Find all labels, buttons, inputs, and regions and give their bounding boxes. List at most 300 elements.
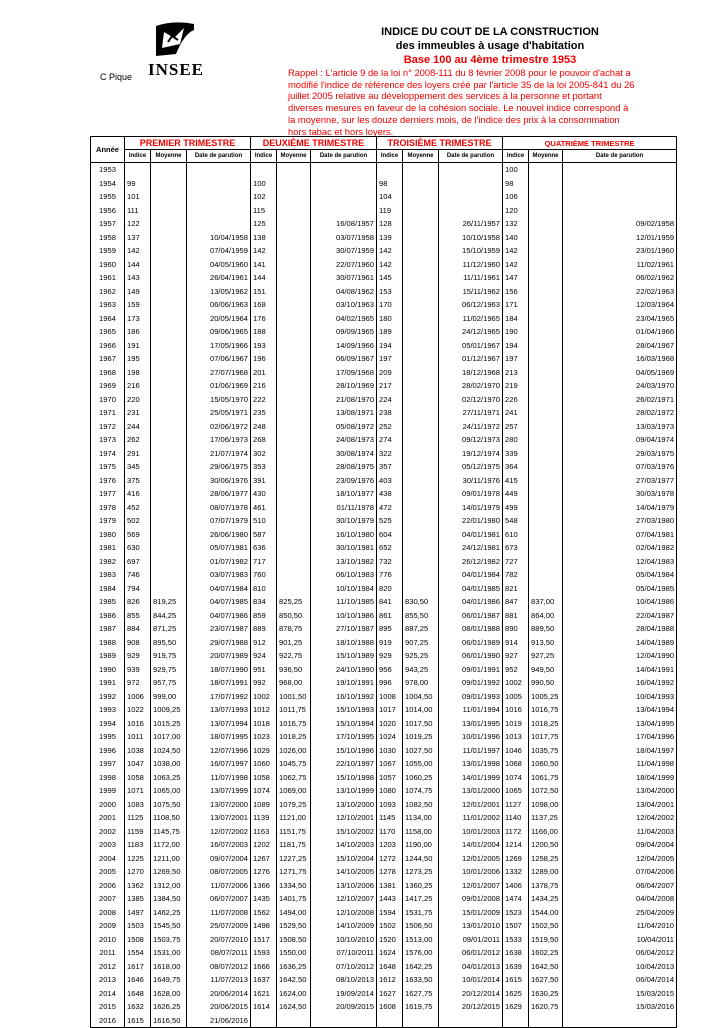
date-cell: 04/01/1986: [439, 595, 503, 609]
moyenne-cell: 1508,50: [277, 933, 311, 947]
indice-cell: 98: [377, 177, 403, 191]
indice-cell: 216: [125, 379, 151, 393]
date-cell: 04/07/1985: [187, 595, 251, 609]
date-cell: 17/06/1973: [187, 433, 251, 447]
year-cell: 2008: [91, 906, 125, 920]
date-cell: 11/11/1961: [439, 271, 503, 285]
moyenne-cell: 1545,50: [151, 919, 187, 933]
indice-cell: 168: [251, 298, 277, 312]
date-cell: 12/04/2005: [563, 852, 677, 866]
indice-cell: 438: [377, 487, 403, 501]
date-cell: 04/01/1984: [439, 568, 503, 582]
year-cell: 2012: [91, 960, 125, 974]
indice-cell: 1089: [251, 798, 277, 812]
indice-cell: 861: [377, 609, 403, 623]
moyenne-cell: 1627,50: [529, 973, 563, 987]
date-cell: 07/04/1959: [187, 244, 251, 258]
indice-cell: 1202: [251, 838, 277, 852]
moyenne-cell: [529, 285, 563, 299]
date-cell: [311, 177, 377, 191]
moyenne-cell: [277, 514, 311, 528]
indice-cell: 1002: [503, 676, 529, 690]
date-cell: 24/10/1990: [311, 663, 377, 677]
date-cell: 29/06/1975: [187, 460, 251, 474]
indice-cell: 1406: [503, 879, 529, 893]
date-cell: 13/07/1999: [187, 784, 251, 798]
moyenne-cell: 1061,75: [529, 771, 563, 785]
date-cell: 24/11/1972: [439, 420, 503, 434]
indice-cell: 322: [377, 447, 403, 461]
moyenne-cell: 1258,25: [529, 852, 563, 866]
indice-cell: 244: [125, 420, 151, 434]
moyenne-cell: 1227,25: [277, 852, 311, 866]
moyenne-cell: [151, 393, 187, 407]
date-cell: 11/07/1998: [187, 771, 251, 785]
year-cell: 1980: [91, 528, 125, 542]
year-cell: 2004: [91, 852, 125, 866]
indice-cell: 1225: [125, 852, 151, 866]
date-cell: 13/04/2000: [563, 784, 677, 798]
moyenne-cell: [277, 204, 311, 218]
moyenne-cell: 1072,50: [529, 784, 563, 798]
indice-cell: 1508: [125, 933, 151, 947]
date-cell: 10/01/1996: [439, 730, 503, 744]
year-cell: 1989: [91, 649, 125, 663]
year-cell: 1994: [91, 717, 125, 731]
year-cell: 2001: [91, 811, 125, 825]
indice-cell: 415: [503, 474, 529, 488]
date-cell: 30/06/1976: [187, 474, 251, 488]
moyenne-cell: 1121,00: [277, 811, 311, 825]
indice-cell: 746: [125, 568, 151, 582]
quarter-header-2: DEUXIÈME TRIMESTRE: [251, 137, 377, 150]
date-cell: 12/10/2001: [311, 811, 377, 825]
indice-cell: 1362: [125, 879, 151, 893]
date-cell: 06/02/1962: [563, 271, 677, 285]
date-cell: 06/04/2012: [563, 946, 677, 960]
date-cell: 11/01/1994: [439, 703, 503, 717]
date-cell: 28/02/1972: [563, 406, 677, 420]
date-cell: 05/04/1985: [563, 582, 677, 596]
year-cell: 1969: [91, 379, 125, 393]
indice-cell: [251, 163, 277, 177]
indice-cell: 222: [251, 393, 277, 407]
table-row: [91, 946, 677, 960]
moyenne-cell: 1544,00: [529, 906, 563, 920]
moyenne-cell: [277, 163, 311, 177]
indice-cell: 776: [377, 568, 403, 582]
indice-cell: 604: [377, 528, 403, 542]
quarter-header-3: TROISIÈME TRIMESTRE: [377, 137, 503, 150]
indice-cell: 145: [377, 271, 403, 285]
indice-cell: 143: [125, 271, 151, 285]
moyenne-cell: [151, 339, 187, 353]
moyenne-cell: 968,00: [277, 676, 311, 690]
date-cell: 10/10/1958: [439, 231, 503, 245]
moyenne-cell: 1018,25: [529, 717, 563, 731]
moyenne-cell: [529, 501, 563, 515]
moyenne-cell: 949,50: [529, 663, 563, 677]
moyenne-cell: [529, 271, 563, 285]
indice-cell: 1625: [503, 987, 529, 1001]
table-row: [91, 960, 677, 974]
date-cell: [439, 177, 503, 191]
date-cell: 23/01/1960: [563, 244, 677, 258]
date-cell: 14/10/2005: [311, 865, 377, 879]
indice-cell: 142: [503, 258, 529, 272]
date-cell: 12/01/2001: [439, 798, 503, 812]
indice-cell: 209: [377, 366, 403, 380]
indice-cell: 1016: [125, 717, 151, 731]
date-cell: 16/04/1992: [563, 676, 677, 690]
indice-cell: 1018: [251, 717, 277, 731]
moyenne-cell: 943,25: [403, 663, 439, 677]
indice-cell: 120: [503, 204, 529, 218]
moyenne-cell: [151, 285, 187, 299]
moyenne-cell: 1626,25: [151, 1000, 187, 1014]
indice-cell: 111: [125, 204, 151, 218]
moyenne-cell: [403, 568, 439, 582]
moyenne-cell: [151, 258, 187, 272]
date-cell: [563, 204, 677, 218]
moyenne-cell: 864,00: [529, 609, 563, 623]
indice-cell: 224: [377, 393, 403, 407]
indice-cell: 159: [125, 298, 151, 312]
indice-cell: 197: [503, 352, 529, 366]
date-cell: 10/04/1958: [187, 231, 251, 245]
indice-cell: 1443: [377, 892, 403, 906]
indice-cell: 587: [251, 528, 277, 542]
indice-cell: 101: [125, 190, 151, 204]
rappel-note: Rappel : L'article 9 de la loi n° 2008-111 du 8 février 2008 pour le pouvoir d'achat a modifié l'indice de référence des loyers créé par l'article 35 de la loi 2005-841 du 26 juillet 2005 relative au développement des services à la personne et portant diverses mesures en faveur de la cohésion sociale. Le nouvel indice correspond à la moyenne, sur les douze derniers mois, de l'indice des prix à la consommation hors tabac et hors loyers.: [288, 67, 635, 137]
moyenne-cell: 1082,50: [403, 798, 439, 812]
date-cell: 04/01/1985: [439, 582, 503, 596]
indice-cell: 636: [251, 541, 277, 555]
moyenne-cell: [151, 366, 187, 380]
moyenne-cell: [529, 312, 563, 326]
moyenne-cell: [151, 582, 187, 596]
moyenne-cell: [151, 177, 187, 191]
moyenne-cell: [529, 190, 563, 204]
year-cell: 1981: [91, 541, 125, 555]
moyenne-cell: 1074,75: [403, 784, 439, 798]
year-cell: 1983: [91, 568, 125, 582]
table-row: [91, 879, 677, 893]
indice-cell: 193: [251, 339, 277, 353]
indice-cell: 972: [125, 676, 151, 690]
indice-cell: 1020: [377, 717, 403, 731]
year-cell: 1991: [91, 676, 125, 690]
date-cell: 11/12/1960: [439, 258, 503, 272]
table-row: [91, 339, 677, 353]
moyenne-cell: 925,25: [403, 649, 439, 663]
moyenne-cell: 1075,50: [151, 798, 187, 812]
indice-cell: 191: [125, 339, 151, 353]
moyenne-cell: 1401,75: [277, 892, 311, 906]
indice-cell: 252: [377, 420, 403, 434]
moyenne-cell: 927,25: [529, 649, 563, 663]
date-cell: 04/05/1969: [563, 366, 677, 380]
date-cell: 14/09/1966: [311, 339, 377, 353]
indice-cell: 1060: [251, 757, 277, 771]
date-cell: 06/01/1987: [439, 609, 503, 623]
indice-cell: 673: [503, 541, 529, 555]
indice-cell: 184: [503, 312, 529, 326]
indice-cell: 186: [125, 325, 151, 339]
date-cell: 27/03/1977: [563, 474, 677, 488]
moyenne-cell: [529, 433, 563, 447]
date-cell: 23/04/1965: [563, 312, 677, 326]
moyenne-cell: [529, 460, 563, 474]
date-cell: 13/04/1995: [563, 717, 677, 731]
table-row: [91, 379, 677, 393]
indice-cell: 1614: [251, 1000, 277, 1014]
indice-cell: 219: [503, 379, 529, 393]
date-cell: 20/07/2010: [187, 933, 251, 947]
year-cell: 1964: [91, 312, 125, 326]
moyenne-cell: 1038,00: [151, 757, 187, 771]
moyenne-cell: [151, 568, 187, 582]
indice-cell: 855: [125, 609, 151, 623]
year-cell: 1968: [91, 366, 125, 380]
indice-cell: 1145: [377, 811, 403, 825]
table-row: [91, 798, 677, 812]
moyenne-cell: 1017,75: [529, 730, 563, 744]
date-cell: 12/01/2007: [439, 879, 503, 893]
moyenne-cell: [529, 528, 563, 542]
indice-cell: 1523: [503, 906, 529, 920]
table-row: [91, 285, 677, 299]
moyenne-cell: [529, 163, 563, 177]
indice-cell: 1639: [503, 960, 529, 974]
date-cell: 07/07/1979: [187, 514, 251, 528]
moyenne-cell: [151, 460, 187, 474]
moyenne-cell: 1531,00: [151, 946, 187, 960]
moyenne-cell: 1069,00: [277, 784, 311, 798]
moyenne-cell: 1079,25: [277, 798, 311, 812]
moyenne-cell: 895,50: [151, 636, 187, 650]
year-cell: 1984: [91, 582, 125, 596]
moyenne-cell: [151, 433, 187, 447]
moyenne-cell: 1616,50: [151, 1014, 187, 1028]
date-cell: 25/04/2009: [563, 906, 677, 920]
indice-cell: 1029: [251, 744, 277, 758]
moyenne-cell: [277, 244, 311, 258]
table-row: [91, 352, 677, 366]
indice-cell: 1017: [377, 703, 403, 717]
date-cell: 08/10/2013: [311, 973, 377, 987]
date-cell: 04/05/1960: [187, 258, 251, 272]
indice-cell: [503, 1014, 529, 1028]
moyenne-cell: 1550,00: [277, 946, 311, 960]
table-row: [91, 312, 677, 326]
moyenne-cell: 1005,25: [529, 690, 563, 704]
moyenne-cell: 850,50: [277, 609, 311, 623]
moyenne-cell: 1098,00: [529, 798, 563, 812]
indice-cell: 630: [125, 541, 151, 555]
moyenne-cell: 1011,75: [277, 703, 311, 717]
date-cell: 16/07/1997: [187, 757, 251, 771]
table-row: [91, 325, 677, 339]
moyenne-cell: 1312,00: [151, 879, 187, 893]
date-cell: 10/04/1986: [563, 595, 677, 609]
date-cell: [311, 190, 377, 204]
date-cell: 30/11/1976: [439, 474, 503, 488]
insee-logo: [148, 20, 224, 86]
indice-cell: 1083: [125, 798, 151, 812]
moyenne-cell: [403, 190, 439, 204]
date-cell: 01/11/1978: [311, 501, 377, 515]
indice-cell: 1170: [377, 825, 403, 839]
date-cell: 09/01/1992: [439, 676, 503, 690]
indice-cell: 548: [503, 514, 529, 528]
page-title: INDICE DU COUT DE LA CONSTRUCTION: [381, 26, 599, 38]
date-cell: 13/10/2006: [311, 879, 377, 893]
indice-cell: 137: [125, 231, 151, 245]
date-cell: 13/01/2000: [439, 784, 503, 798]
table-row: [91, 555, 677, 569]
indice-cell: 1615: [125, 1014, 151, 1028]
moyenne-cell: 1628,00: [151, 987, 187, 1001]
table-row: [91, 730, 677, 744]
year-cell: 1965: [91, 325, 125, 339]
date-cell: 15/10/2002: [311, 825, 377, 839]
indice-cell: 834: [251, 595, 277, 609]
table-row: [91, 501, 677, 515]
table-row: [91, 528, 677, 542]
date-cell: 09/01/1993: [439, 690, 503, 704]
date-cell: 23/09/1976: [311, 474, 377, 488]
date-cell: [187, 190, 251, 204]
moyenne-cell: 1529,50: [277, 919, 311, 933]
moyenne-cell: [151, 447, 187, 461]
moyenne-cell: 1016,75: [277, 717, 311, 731]
table-row: [91, 744, 677, 758]
moyenne-cell: [403, 177, 439, 191]
moyenne-cell: [403, 244, 439, 258]
year-cell: 2010: [91, 933, 125, 947]
date-cell: 11/07/2006: [187, 879, 251, 893]
indice-cell: 1068: [503, 757, 529, 771]
moyenne-cell: 887,25: [403, 622, 439, 636]
moyenne-cell: [277, 379, 311, 393]
indice-cell: 100: [503, 163, 529, 177]
date-cell: 20/05/1964: [187, 312, 251, 326]
indice-cell: 226: [503, 393, 529, 407]
indice-cell: 1366: [251, 879, 277, 893]
moyenne-cell: 1434,25: [529, 892, 563, 906]
indice-cell: 1474: [503, 892, 529, 906]
moyenne-cell: [151, 541, 187, 555]
moyenne-cell: [403, 514, 439, 528]
year-cell: 2003: [91, 838, 125, 852]
moyenne-cell: 1181,75: [277, 838, 311, 852]
date-cell: 13/07/2000: [187, 798, 251, 812]
indice-cell: 908: [125, 636, 151, 650]
indice-cell: 1385: [125, 892, 151, 906]
indice-cell: 652: [377, 541, 403, 555]
date-cell: 07/03/1976: [563, 460, 677, 474]
indice-cell: 1065: [503, 784, 529, 798]
date-cell: 02/12/1970: [439, 393, 503, 407]
moyenne-cell: 1519,50: [529, 933, 563, 947]
indice-cell: 502: [125, 514, 151, 528]
year-cell: 1987: [91, 622, 125, 636]
indice-cell: 449: [503, 487, 529, 501]
table-row: [91, 163, 677, 177]
indice-cell: 1621: [251, 987, 277, 1001]
indice-cell: 274: [377, 433, 403, 447]
moyenne-cell: [151, 420, 187, 434]
date-cell: 30/10/1979: [311, 514, 377, 528]
year-cell: 2000: [91, 798, 125, 812]
table-row: [91, 460, 677, 474]
date-cell: [563, 190, 677, 204]
date-cell: 13/01/2010: [439, 919, 503, 933]
table-row: [91, 622, 677, 636]
year-cell: 2015: [91, 1000, 125, 1014]
moyenne-cell: 907,25: [403, 636, 439, 650]
indice-cell: [251, 1014, 277, 1028]
sub-header-indice: Indice: [251, 150, 277, 163]
moyenne-cell: 1506,50: [403, 919, 439, 933]
date-cell: 15/01/2009: [439, 906, 503, 920]
date-cell: 04/04/2008: [563, 892, 677, 906]
moyenne-cell: [277, 420, 311, 434]
year-header: Année: [91, 137, 125, 163]
moyenne-cell: [277, 447, 311, 461]
table-row: [91, 987, 677, 1001]
indice-cell: 1046: [503, 744, 529, 758]
date-cell: 09/01/1978: [439, 487, 503, 501]
indice-cell: 1080: [377, 784, 403, 798]
date-cell: 18/07/1995: [187, 730, 251, 744]
indice-cell: 914: [503, 636, 529, 650]
date-cell: 16/10/1992: [311, 690, 377, 704]
indice-cell: [377, 163, 403, 177]
indice-cell: 98: [503, 177, 529, 191]
date-cell: 15/03/2016: [563, 1000, 677, 1014]
moyenne-cell: 1035,75: [529, 744, 563, 758]
date-cell: 03/10/1963: [311, 298, 377, 312]
date-cell: 17/04/1996: [563, 730, 677, 744]
moyenne-cell: [277, 582, 311, 596]
indice-cell: 144: [251, 271, 277, 285]
table-row: [91, 298, 677, 312]
date-cell: 13/10/2000: [311, 798, 377, 812]
indice-cell: 1006: [125, 690, 151, 704]
date-cell: 05/04/1984: [563, 568, 677, 582]
date-cell: 08/07/2012: [187, 960, 251, 974]
date-cell: 18/10/1988: [311, 636, 377, 650]
moyenne-cell: [529, 352, 563, 366]
table-row: [91, 663, 677, 677]
indice-cell: 197: [377, 352, 403, 366]
year-cell: 1960: [91, 258, 125, 272]
indice-cell: 100: [251, 177, 277, 191]
date-cell: 13/04/2001: [563, 798, 677, 812]
year-cell: 1962: [91, 285, 125, 299]
date-cell: [439, 163, 503, 177]
date-cell: 04/01/2013: [439, 960, 503, 974]
moyenne-cell: [277, 406, 311, 420]
date-cell: 05/08/1972: [311, 420, 377, 434]
date-cell: 28/02/1970: [439, 379, 503, 393]
indice-cell: 141: [251, 258, 277, 272]
indice-cell: 1058: [251, 771, 277, 785]
table-row: [91, 609, 677, 623]
moyenne-cell: [403, 460, 439, 474]
